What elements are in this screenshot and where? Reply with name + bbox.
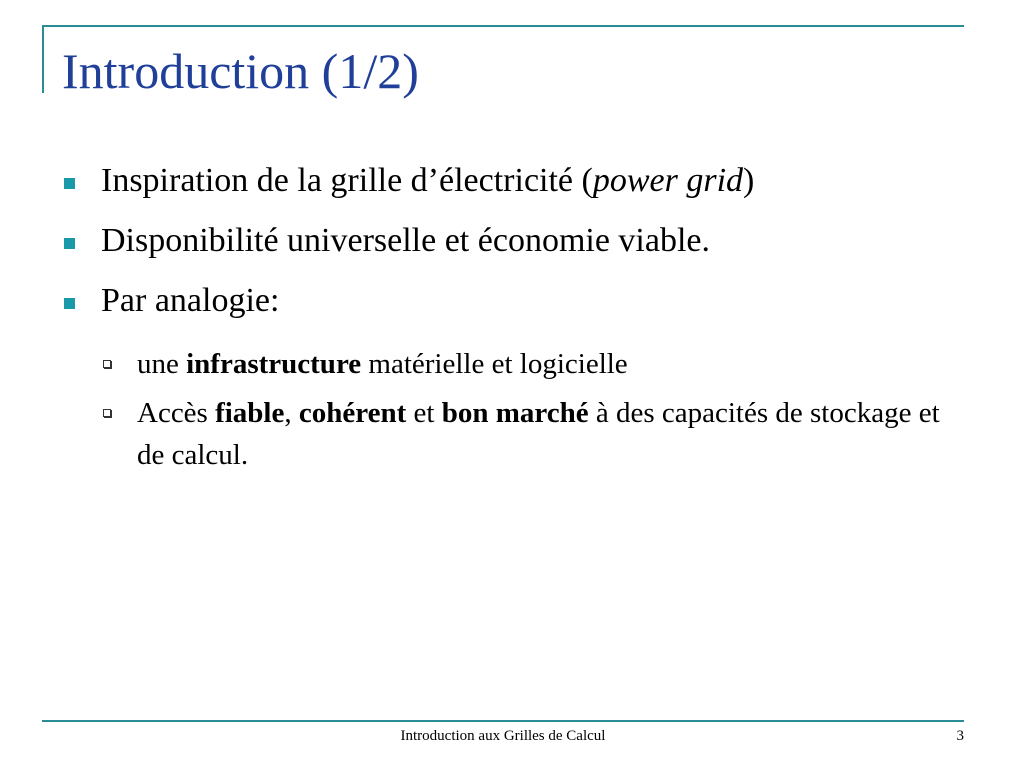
bullet-close-paren: ) xyxy=(743,162,755,199)
square-bullet-icon xyxy=(64,298,75,309)
slide-title: Introduction (1/2) xyxy=(62,43,419,99)
hollow-square-bullet-icon xyxy=(103,409,111,417)
sub-bullet-bold-fiable: fiable xyxy=(215,397,285,429)
bullet-list xyxy=(64,161,964,341)
sub-bullet-text-before: une xyxy=(137,348,187,380)
sub-bullet-bold-coherent: cohérent xyxy=(298,397,407,429)
bullet-text: Inspiration de la grille d’électricité ( xyxy=(101,162,593,199)
footer-rule xyxy=(42,720,964,722)
page-number: 3 xyxy=(956,728,964,744)
bullet-item-availability xyxy=(64,221,964,261)
bullet-item-power-grid xyxy=(64,161,964,201)
sub-bullet-text-part4: à des capacités de stockage et de calcul. xyxy=(137,397,940,471)
sub-bullet-access xyxy=(103,392,963,476)
sub-bullet-infrastructure xyxy=(103,343,963,385)
sub-bullet-text-part2: , xyxy=(284,397,299,429)
title-frame-top-rule xyxy=(42,25,964,27)
bullet-text: Disponibilité universelle et économie viable. xyxy=(101,222,710,259)
sub-bullet-bold-bon-marche: bon marché xyxy=(441,397,589,429)
bullet-italic-text: power grid xyxy=(592,162,744,199)
title-frame-left-rule xyxy=(42,25,44,93)
sub-bullet-text-after: matérielle et logicielle xyxy=(361,348,628,380)
sub-bullet-text-part1: Accès xyxy=(137,397,216,429)
sub-bullet-list xyxy=(103,343,963,483)
square-bullet-icon xyxy=(64,238,75,249)
hollow-square-bullet-icon xyxy=(103,360,111,368)
square-bullet-icon xyxy=(64,178,75,189)
bullet-text: Par analogie: xyxy=(101,282,280,319)
sub-bullet-bold-text: infrastructure xyxy=(186,348,362,380)
bullet-item-analogy xyxy=(64,281,964,321)
footer-title: Introduction aux Grilles de Calcul xyxy=(400,728,606,744)
sub-bullet-text-part3: et xyxy=(406,397,442,429)
